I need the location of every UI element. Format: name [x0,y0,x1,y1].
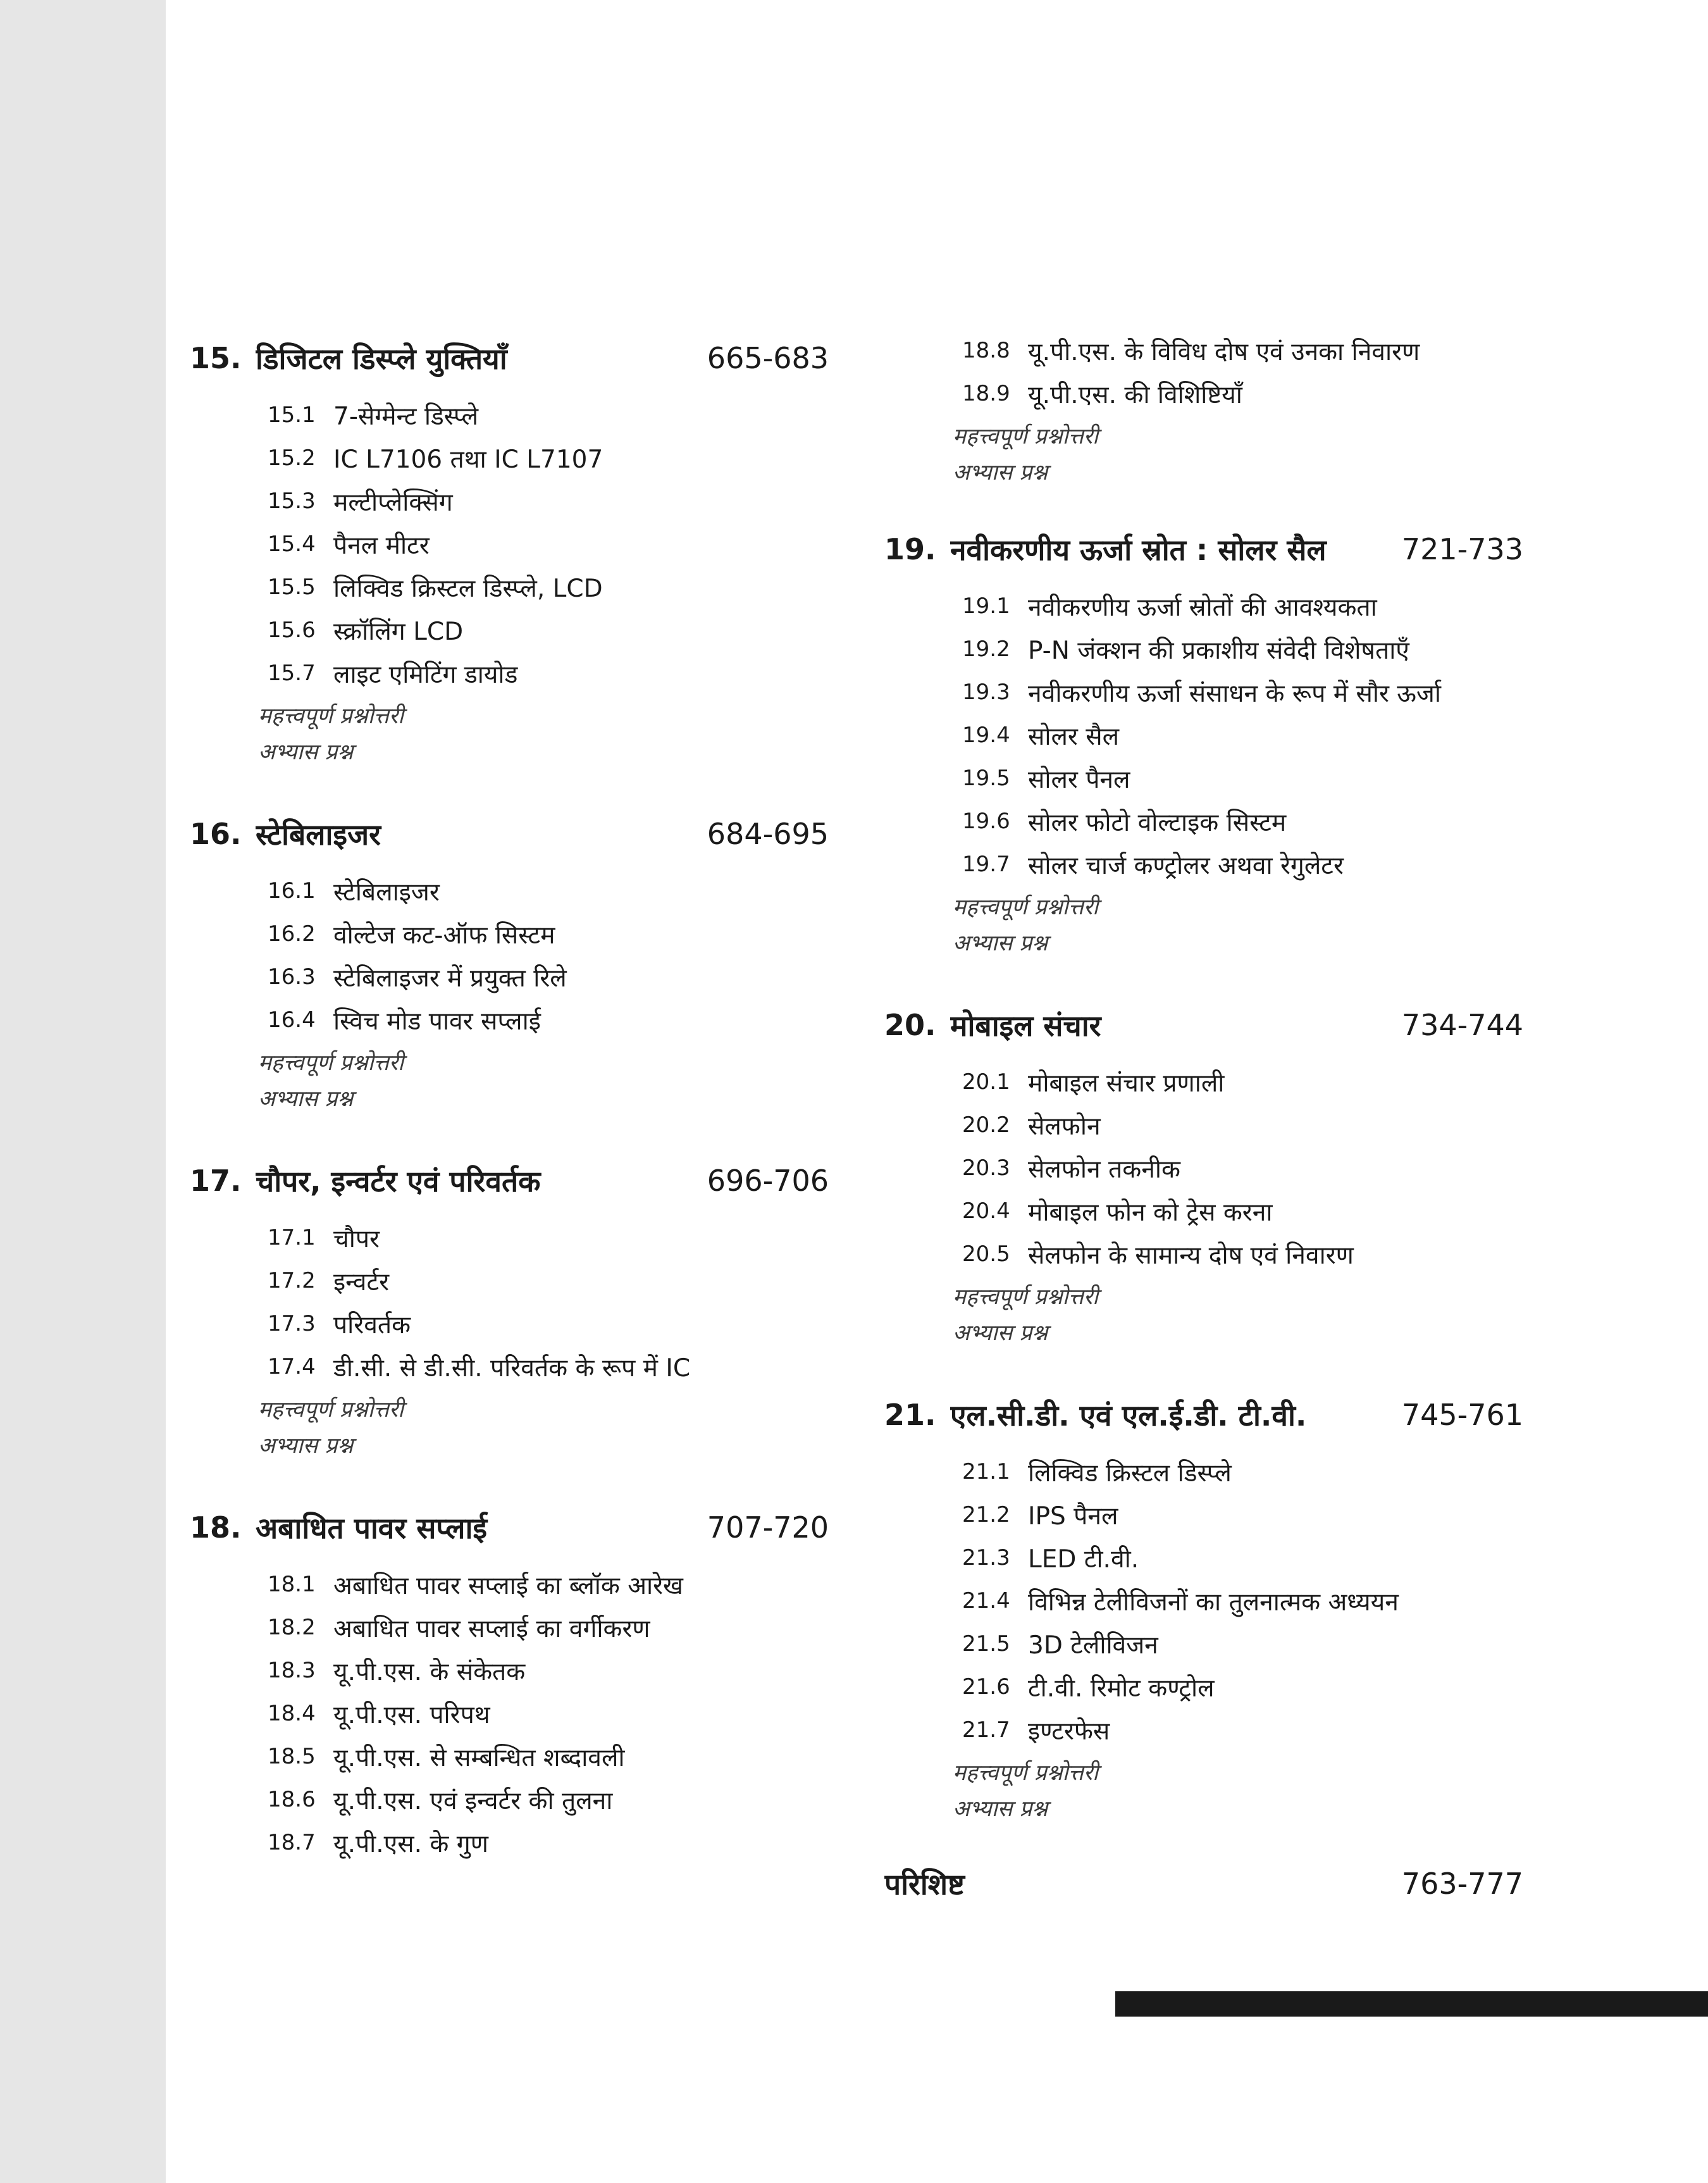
section-number: 21.2 [962,1502,1010,1527]
chapter-page-range: 665-683 [707,341,829,375]
continued-chapter-18 [884,329,1523,491]
toc-section-entry[interactable] [962,1622,1523,1665]
section-number: 15.4 [268,532,316,557]
chapter-title: मोबाइल संचार [950,1009,1101,1043]
toc-left-column [190,323,829,1864]
section-title: पैनल मीटर [333,531,430,560]
toc-section-entry[interactable] [268,480,829,523]
toc-chapter [190,1145,829,1464]
section-title: यू.पी.एस. के विविध दोष एवं उनका निवारण [1028,337,1420,366]
chapter-number: 20. [884,1008,936,1042]
important-questions-label[interactable]: महत्त्वपूर्ण प्रश्नोत्तरी [258,1397,404,1422]
chapter-page-range: 721-733 [1401,532,1523,566]
toc-section-entry[interactable] [268,1345,829,1388]
toc-section-entry[interactable] [268,1563,829,1606]
section-title: सेलफोन [1028,1112,1101,1141]
section-title: यू.पी.एस. से सम्बन्धित शब्दावली [333,1743,625,1772]
section-list [268,394,829,695]
toc-section-entry[interactable] [268,998,829,1042]
important-questions-label[interactable]: महत्त्वपूर्ण प्रश्नोत्तरी [953,424,1099,449]
chapter-number: 15. [190,341,242,375]
chapter-extras [953,886,1523,962]
section-title: वोल्टेज कट-ऑफ सिस्टम [333,921,555,950]
toc-section-entry[interactable] [962,585,1523,628]
section-title: परिवर्तक [333,1310,411,1340]
chapter-title: स्टेबिलाइजर [256,818,381,852]
section-number: 18.1 [268,1572,316,1597]
toc-section-entry[interactable] [962,1147,1523,1190]
section-title: IC L7106 तथा IC L7107 [333,445,603,474]
section-number: 19.2 [962,637,1010,662]
toc-section-entry[interactable] [268,955,829,998]
section-number: 18.9 [962,381,1010,406]
toc-right-column [884,329,1523,1912]
toc-section-entry[interactable] [268,1302,829,1345]
toc-section-entry[interactable] [962,714,1523,757]
section-title: यू.पी.एस. के गुण [333,1829,488,1858]
section-title: अबाधित पावर सप्लाई का वर्गीकरण [333,1614,650,1643]
section-list [268,869,829,1042]
section-title: टी.वी. रिमोट कण्ट्रोल [1028,1674,1215,1703]
section-number: 18.6 [268,1787,316,1812]
section-number: 19.3 [962,680,1010,705]
section-number: 15.2 [268,445,316,471]
section-title: सोलर चार्ज कण्ट्रोलर अथवा रेगुलेटर [1028,851,1344,880]
section-number: 19.1 [962,594,1010,619]
toc-section-entry[interactable] [268,1259,829,1302]
toc-section-entry[interactable] [962,1190,1523,1233]
practice-questions-label[interactable]: अभ्यास प्रश्न [258,1086,354,1112]
section-number: 21.4 [962,1588,1010,1614]
chapter-page-range: 696-706 [707,1164,829,1198]
toc-section-entry[interactable] [268,1821,829,1864]
section-title: इण्टरफेस [1028,1717,1110,1746]
section-number: 20.3 [962,1155,1010,1181]
section-title: यू.पी.एस. परिपथ [333,1700,490,1729]
section-title: चौपर [333,1224,380,1253]
toc-section-entry[interactable] [962,757,1523,800]
toc-section-entry[interactable] [268,1649,829,1692]
chapter-page-range: 707-720 [707,1510,829,1545]
section-list [962,1450,1523,1751]
toc-section-entry[interactable] [962,372,1523,415]
important-questions-label[interactable]: महत्त्वपूर्ण प्रश्नोत्तरी [258,704,404,729]
appendix-title: परिशिष्ट [884,1867,965,1901]
chapter-heading[interactable] [884,990,1523,1060]
toc-section-entry[interactable] [962,843,1523,886]
section-number: 21.1 [962,1459,1010,1484]
section-number: 18.5 [268,1744,316,1769]
chapter-number: 19. [884,532,936,566]
toc-section-entry[interactable] [962,1665,1523,1708]
chapter-title: डिजिटल डिस्प्ले युक्तियाँ [256,342,507,376]
appendix-page-range: 763-777 [1401,1867,1523,1901]
toc-section-entry[interactable] [268,523,829,566]
important-questions-label[interactable]: महत्त्वपूर्ण प्रश्नोत्तरी [953,1760,1099,1786]
section-number: 17.3 [268,1311,316,1336]
practice-questions-label[interactable]: अभ्यास प्रश्न [953,931,1048,956]
section-number: 15.6 [268,618,316,643]
section-number: 19.7 [962,852,1010,877]
section-number: 16.1 [268,878,316,904]
toc-section-entry[interactable] [962,1450,1523,1493]
practice-questions-label[interactable]: अभ्यास प्रश्न [953,460,1048,485]
section-title: लिक्विड क्रिस्टल डिस्प्ले [1028,1458,1232,1488]
section-number: 16.3 [268,964,316,990]
section-number: 21.5 [962,1631,1010,1657]
section-number: 17.2 [268,1268,316,1293]
toc-section-entry[interactable] [268,912,829,955]
section-title: मोबाइल संचार प्रणाली [1028,1069,1225,1098]
section-list [962,329,1523,415]
section-number: 20.5 [962,1241,1010,1267]
chapter-extras [953,1276,1523,1352]
section-title: अबाधित पावर सप्लाई का ब्लॉक आरेख [333,1571,683,1600]
practice-questions-label[interactable]: अभ्यास प्रश्न [953,1321,1048,1346]
practice-questions-label[interactable]: अभ्यास प्रश्न [258,740,354,765]
section-list [268,1563,829,1864]
toc-appendix [884,1855,1523,1912]
important-questions-label[interactable]: महत्त्वपूर्ण प्रश्नोत्तरी [953,1284,1099,1310]
toc-section-entry[interactable] [962,329,1523,372]
section-number: 21.7 [962,1717,1010,1743]
page-margin-band [0,0,166,2183]
chapter-number: 18. [190,1510,242,1545]
toc-chapter [884,514,1523,962]
chapter-title: एल.सी.डी. एवं एल.ई.डी. टी.वी. [950,1398,1307,1433]
section-number: 15.3 [268,488,316,514]
toc-section-entry[interactable] [268,394,829,437]
chapter-extras [258,695,829,771]
section-list [962,1060,1523,1276]
toc-section-entry[interactable] [268,1606,829,1649]
section-title: 7-सेग्मेन्ट डिस्प्ले [333,402,479,431]
section-title: 3D टेलीविजन [1028,1631,1158,1660]
section-title: यू.पी.एस. की विशिष्टियाँ [1028,380,1242,409]
chapter-page-range: 745-761 [1401,1398,1523,1432]
section-number: 19.4 [962,723,1010,748]
toc-section-entry[interactable] [268,1692,829,1735]
toc-section-entry[interactable] [962,671,1523,714]
toc-section-entry[interactable] [268,566,829,609]
important-questions-label[interactable]: महत्त्वपूर्ण प्रश्नोत्तरी [258,1050,404,1076]
toc-section-entry[interactable] [268,652,829,695]
section-title: स्क्रॉलिंग LCD [333,617,464,646]
toc-chapter [190,799,829,1117]
section-title: LED टी.वी. [1028,1545,1139,1574]
chapter-number: 17. [190,1164,242,1198]
section-title: डी.सी. से डी.सी. परिवर्तक के रूप में IC [333,1353,691,1383]
section-number: 21.3 [962,1545,1010,1570]
chapter-number: 16. [190,817,242,851]
section-title: मोबाइल फोन को ट्रेस करना [1028,1198,1273,1227]
section-title: विभिन्न टेलीविजनों का तुलनात्मक अध्ययन [1028,1588,1399,1617]
section-title: मल्टीप्लेक्सिंग [333,488,453,517]
section-number: 18.4 [268,1701,316,1726]
toc-section-entry[interactable] [962,1104,1523,1147]
section-number: 17.1 [268,1225,316,1250]
toc-section-entry[interactable] [268,1778,829,1821]
chapter-heading[interactable] [884,1379,1523,1450]
chapter-heading[interactable] [884,514,1523,585]
section-number: 15.7 [268,661,316,686]
appendix-heading[interactable] [884,1855,1523,1912]
section-title: सोलर पैनल [1028,765,1130,794]
section-number: 19.6 [962,809,1010,834]
section-number: 20.2 [962,1112,1010,1138]
chapter-title: अबाधित पावर सप्लाई [256,1511,487,1545]
toc-section-entry[interactable] [962,1493,1523,1536]
section-title: P-N जंक्शन की प्रकाशीय संवेदी विशेषताएँ [1028,636,1409,665]
section-title: इन्वर्टर [333,1267,390,1297]
toc-chapter [190,323,829,771]
section-number: 16.4 [268,1007,316,1033]
section-title: सेलफोन तकनीक [1028,1155,1180,1184]
section-title: IPS पैनल [1028,1502,1118,1531]
chapter-extras [258,1042,829,1117]
section-title: लाइट एमिटिंग डायोड [333,660,518,689]
section-title: यू.पी.एस. एवं इन्वर्टर की तुलना [333,1786,613,1815]
chapter-heading[interactable] [190,323,829,394]
toc-section-entry[interactable] [962,1579,1523,1622]
chapter-extras [953,1751,1523,1827]
chapter-page-range: 734-744 [1401,1008,1523,1042]
section-list [268,1216,829,1388]
section-title: नवीकरणीय ऊर्जा स्रोतों की आवश्यकता [1028,593,1377,622]
section-number: 21.6 [962,1674,1010,1700]
toc-section-entry[interactable] [962,800,1523,843]
chapter-heading[interactable] [190,1492,829,1563]
section-title: स्टेबिलाइजर [333,878,440,907]
section-title: सेलफोन के सामान्य दोष एवं निवारण [1028,1241,1354,1270]
chapter-title: नवीकरणीय ऊर्जा स्रोत : सोलर सैल [950,533,1327,567]
chapter-heading[interactable] [190,799,829,869]
chapter-extras [953,415,1523,491]
toc-chapter [884,1379,1523,1827]
toc-section-entry[interactable] [962,1060,1523,1104]
toc-chapter [884,990,1523,1352]
chapter-number: 21. [884,1398,936,1432]
section-title: यू.पी.एस. के संकेतक [333,1657,526,1686]
chapter-heading[interactable] [190,1145,829,1216]
toc-chapter [190,1492,829,1864]
toc-section-entry[interactable] [962,1708,1523,1751]
section-number: 18.7 [268,1830,316,1855]
section-number: 18.2 [268,1615,316,1640]
section-number: 15.5 [268,575,316,600]
toc-section-entry[interactable] [962,1233,1523,1276]
section-title: नवीकरणीय ऊर्जा संसाधन के रूप में सौर ऊर्जा [1028,679,1441,708]
important-questions-label[interactable]: महत्त्वपूर्ण प्रश्नोत्तरी [953,895,1099,920]
chapter-page-range: 684-695 [707,817,829,851]
section-title: स्टेबिलाइजर में प्रयुक्त रिले [333,964,567,993]
section-title: सोलर फोटो वोल्टाइक सिस्टम [1028,808,1287,837]
section-number: 18.8 [962,338,1010,363]
section-number: 19.5 [962,766,1010,791]
toc-section-entry[interactable] [268,1735,829,1778]
section-number: 18.3 [268,1658,316,1683]
section-title: सोलर सैल [1028,722,1120,751]
footer-bar [1115,1991,1708,2017]
section-title: लिक्विड क्रिस्टल डिस्प्ले, LCD [333,574,603,603]
section-number: 16.2 [268,921,316,947]
section-number: 20.1 [962,1069,1010,1095]
section-title: स्विच मोड पावर सप्लाई [333,1007,541,1036]
section-list [962,585,1523,886]
toc-section-entry[interactable] [962,1536,1523,1579]
toc-section-entry[interactable] [962,628,1523,671]
toc-section-entry[interactable] [268,1216,829,1259]
chapter-extras [258,1388,829,1464]
section-number: 17.4 [268,1354,316,1379]
section-number: 20.4 [962,1198,1010,1224]
practice-questions-label[interactable]: अभ्यास प्रश्न [258,1433,354,1458]
toc-section-entry[interactable] [268,437,829,480]
section-number: 15.1 [268,402,316,428]
practice-questions-label[interactable]: अभ्यास प्रश्न [953,1796,1048,1822]
toc-section-entry[interactable] [268,609,829,652]
toc-section-entry[interactable] [268,869,829,912]
chapter-title: चौपर, इन्वर्टर एवं परिवर्तक [256,1164,541,1198]
